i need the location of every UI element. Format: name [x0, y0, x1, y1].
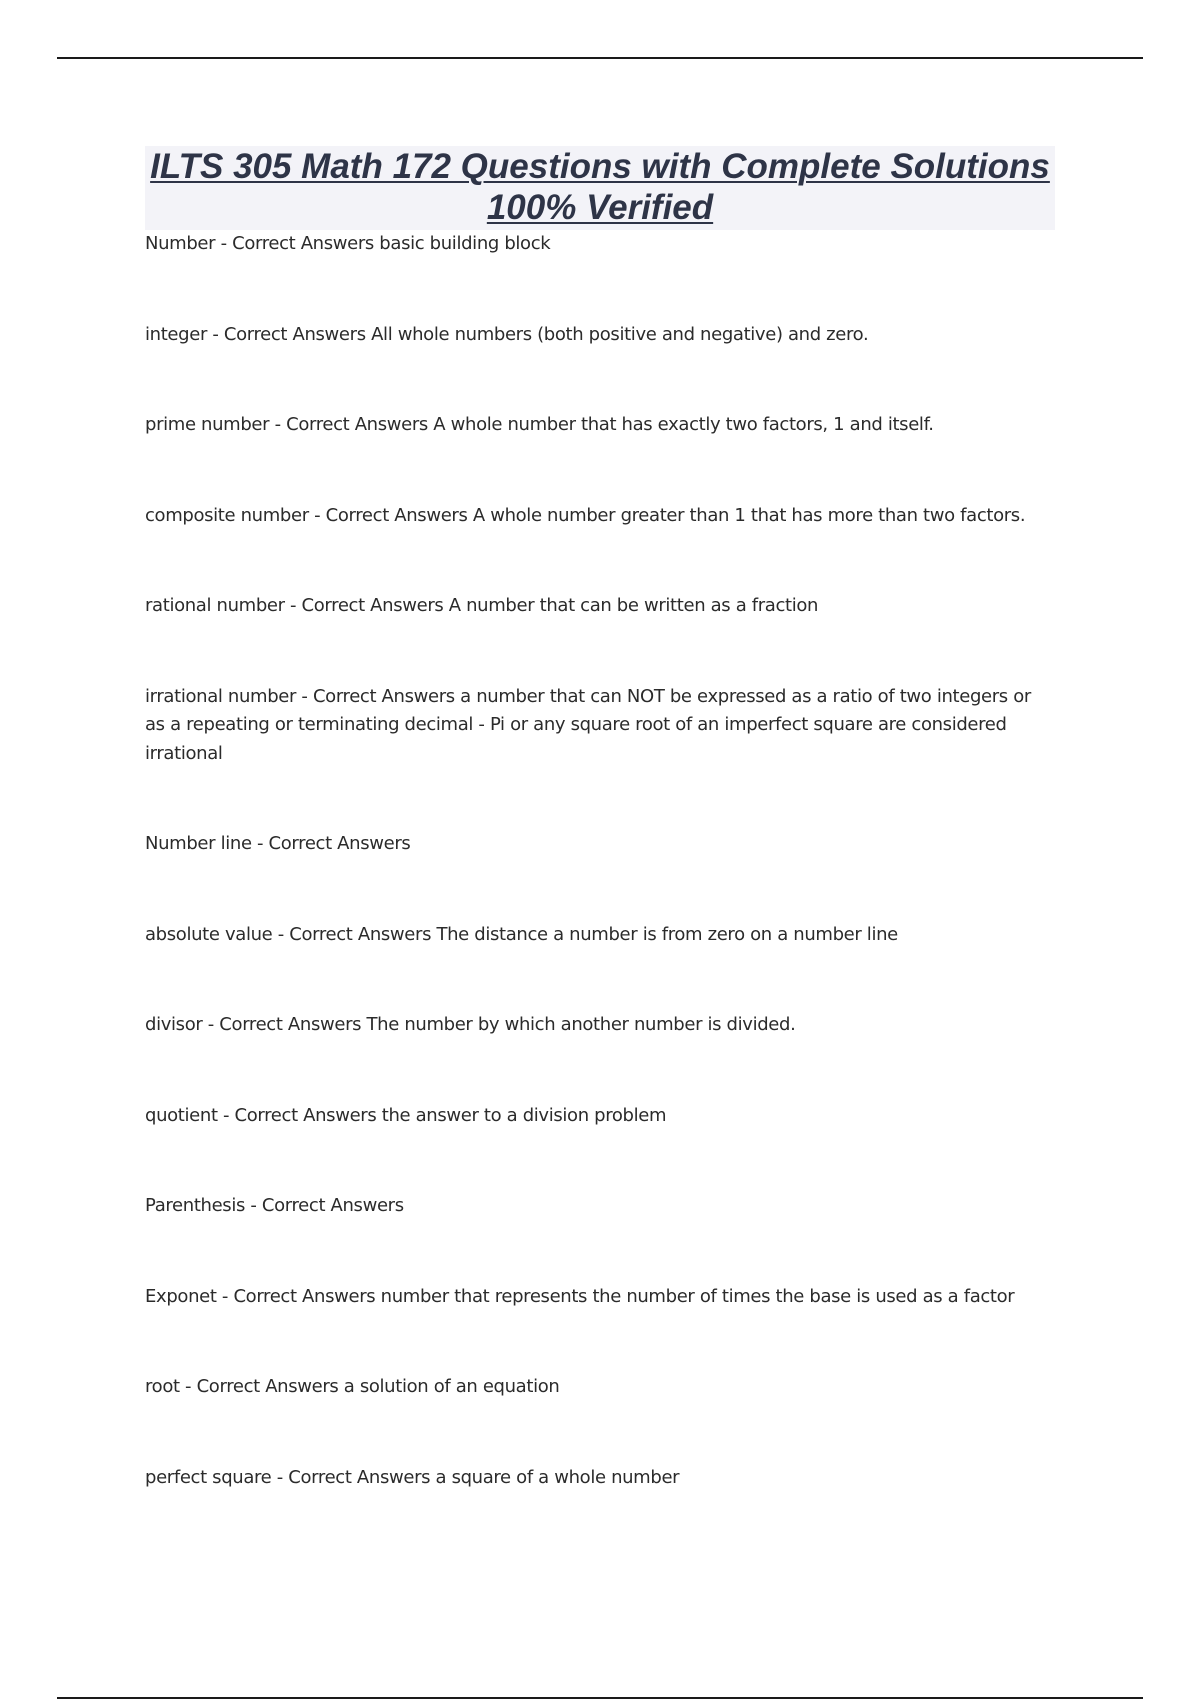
flashcard-entry: absolute value - Correct Answers The distance a number is from zero on a number line [145, 923, 898, 945]
flashcard-entry: quotient - Correct Answers the answer to a division problem [145, 1104, 667, 1126]
flashcard-entry: root - Correct Answers a solution of an equation [145, 1376, 560, 1397]
flashcard-entry: divisor - Correct Answers The number by which another number is divided. [145, 1014, 796, 1035]
flashcard-entry: Number line - Correct Answers [145, 833, 411, 854]
flashcard-entry: rational number - Correct Answers A number that can be written as a fraction [145, 595, 819, 616]
flashcard-entry: Number - Correct Answers basic building block [145, 233, 551, 254]
title-banner [145, 146, 1055, 230]
flashcard-entry: perfect square - Correct Answers a square of a whole number [145, 1466, 680, 1488]
flashcard-entry: Parenthesis - Correct Answers [145, 1195, 404, 1216]
flashcard-entry: integer - Correct Answers All whole numbers (both positive and negative) and zero. [145, 323, 869, 345]
flashcard-entry: Exponet - Correct Answers number that represents the number of times the base is used as a factor [145, 1285, 1015, 1307]
flashcard-list [145, 230, 1055, 1492]
flashcard-entry: irrational number - Correct Answers a number that can NOT be expressed as a ratio of two integers or as a repeating or terminating decimal - Pi or any square root of an imperfect square are considered irrational [145, 685, 1031, 764]
bottom-divider [57, 1697, 1143, 1699]
document-body [145, 146, 1055, 1554]
top-divider [57, 57, 1143, 59]
flashcard-entry: composite number - Correct Answers A whole number greater than 1 that has more than two factors. [145, 504, 1026, 526]
document-title: ILTS 305 Math 172 Questions with Complete Solutions 100% Verified [150, 147, 1050, 227]
flashcard-entry: prime number - Correct Answers A whole number that has exactly two factors, 1 and itself. [145, 414, 934, 435]
